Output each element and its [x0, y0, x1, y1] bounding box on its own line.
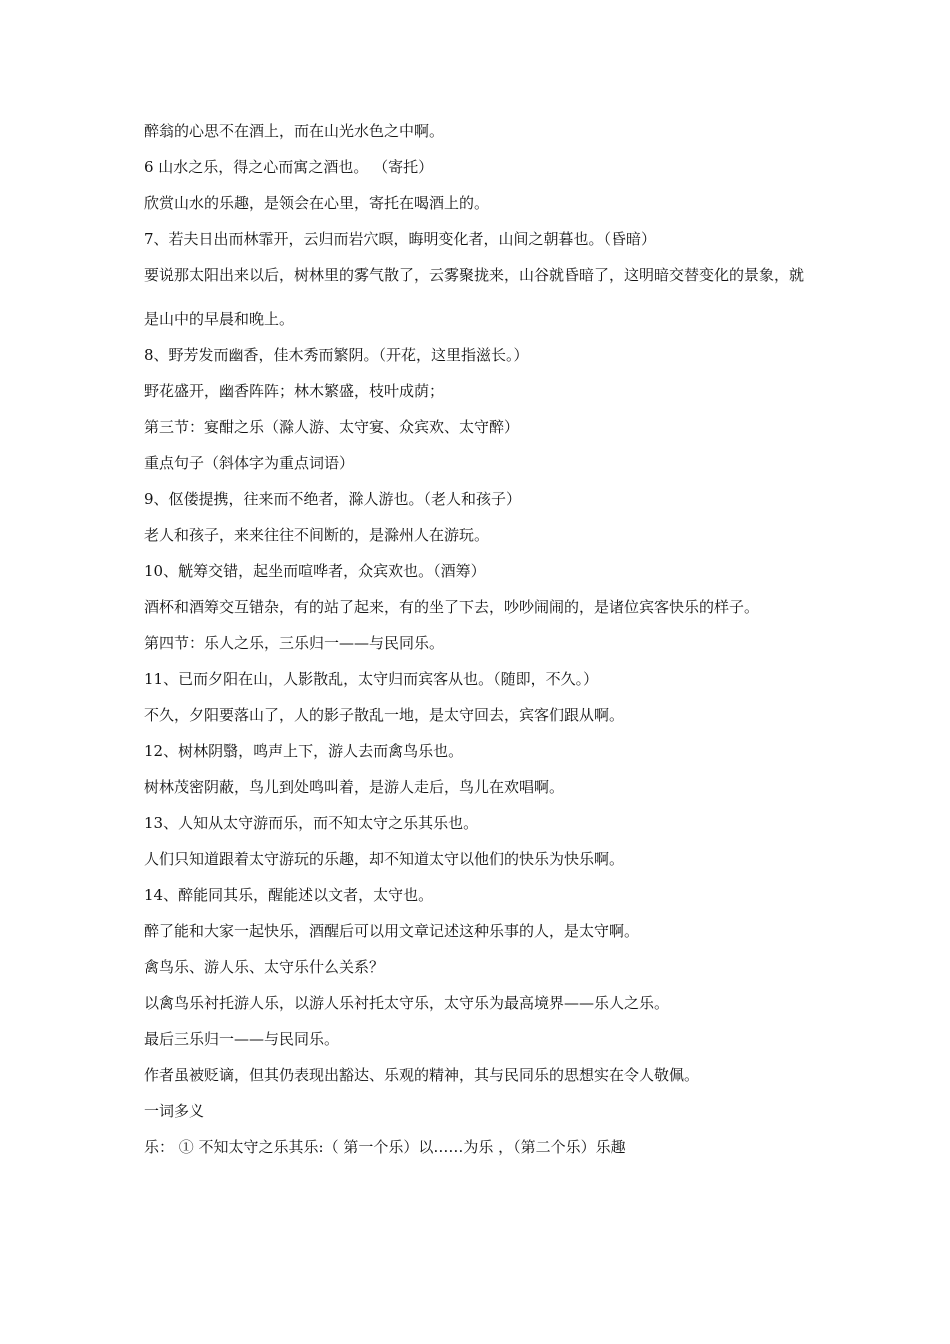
sentence-13: 13、人知从太守游而乐，而不知太守之乐其乐也。	[144, 814, 479, 832]
document-body	[144, 120, 816, 1172]
sentence-14: 14、醉能同其乐，醒能述以文者，太守也。	[144, 886, 434, 904]
section-heading-4: 第四节：乐人之乐，三乐归一——与民同乐。	[144, 634, 445, 652]
section-heading-3: 第三节：宴酣之乐（滁人游、太守宴、众宾欢、太守醉）	[144, 418, 520, 436]
answer-line: 以禽鸟乐衬托游人乐，以游人乐衬托太守乐，太守乐为最高境界——乐人之乐。	[144, 994, 670, 1012]
sentence-6: 6 山水之乐，得之心而寓之酒也。 （寄托）	[144, 158, 434, 176]
sentence-7: 7、若夫日出而林霏开，云归而岩穴暝，晦明变化者，山间之朝暮也。（昏暗）	[144, 230, 657, 248]
translation-line: 不久，夕阳要落山了，人的影子散乱一地，是太守回去，宾客们跟从啊。	[144, 706, 625, 724]
sentence-10: 10、觥筹交错，起坐而喧哗者，众宾欢也。（酒筹）	[144, 562, 486, 580]
sentence-8: 8、野芳发而幽香，佳木秀而繁阴。（开花，这里指滋长。）	[144, 346, 529, 364]
translation-line: 老人和孩子，来来往往不间断的，是滁州人在游玩。	[144, 526, 490, 544]
translation-line: 欣赏山水的乐趣，是领会在心里，寄托在喝酒上的。	[144, 194, 490, 212]
translation-line: 醉了能和大家一起快乐，酒醒后可以用文章记述这种乐事的人，是太守啊。	[144, 922, 640, 940]
translation-line: 野花盛开，幽香阵阵；林木繁盛，枝叶成荫；	[144, 382, 445, 400]
translation-line: 树林茂密阴蔽，鸟儿到处鸣叫着，是游人走后，鸟儿在欢唱啊。	[144, 778, 565, 796]
subheading-polysemy: 一词多义	[144, 1102, 205, 1120]
text-line: 醉翁的心思不在酒上，而在山光水色之中啊。	[144, 122, 445, 140]
translation-paragraph: 酒杯和酒筹交互错杂，有的站了起来，有的坐了下去，吵吵闹闹的，是诸位宾客快乐的样子。	[144, 598, 760, 616]
subheading-key-sentences: 重点句子（斜体字为重点词语）	[144, 454, 355, 472]
summary-line: 最后三乐归一——与民同乐。	[144, 1030, 340, 1048]
summary-line: 作者虽被贬谪，但其仍表现出豁达、乐观的精神，其与民同乐的思想实在令人敬佩。	[144, 1066, 700, 1084]
sentence-9: 9、伛偻提携，往来而不绝者，滁人游也。（老人和孩子）	[144, 490, 522, 508]
question-line: 禽鸟乐、游人乐、太守乐什么关系？	[144, 958, 385, 976]
translation-paragraph: 要说那太阳出来以后，树林里的雾气散了，云雾聚拢来，山谷就昏暗了，这明暗交替变化的景象，就是山中的早晨和晚上。	[144, 266, 805, 328]
polysemy-entry: 乐： ① 不知太守之乐其乐:（ 第一个乐）以……为乐 ，（第二个乐）乐趣	[144, 1138, 626, 1156]
sentence-12: 12、树林阴翳，鸣声上下，游人去而禽鸟乐也。	[144, 742, 464, 760]
sentence-11: 11、已而夕阳在山，人影散乱，太守归而宾客从也。（随即，不久。）	[144, 670, 599, 688]
translation-line: 人们只知道跟着太守游玩的乐趣，却不知道太守以他们的快乐为快乐啊。	[144, 850, 625, 868]
